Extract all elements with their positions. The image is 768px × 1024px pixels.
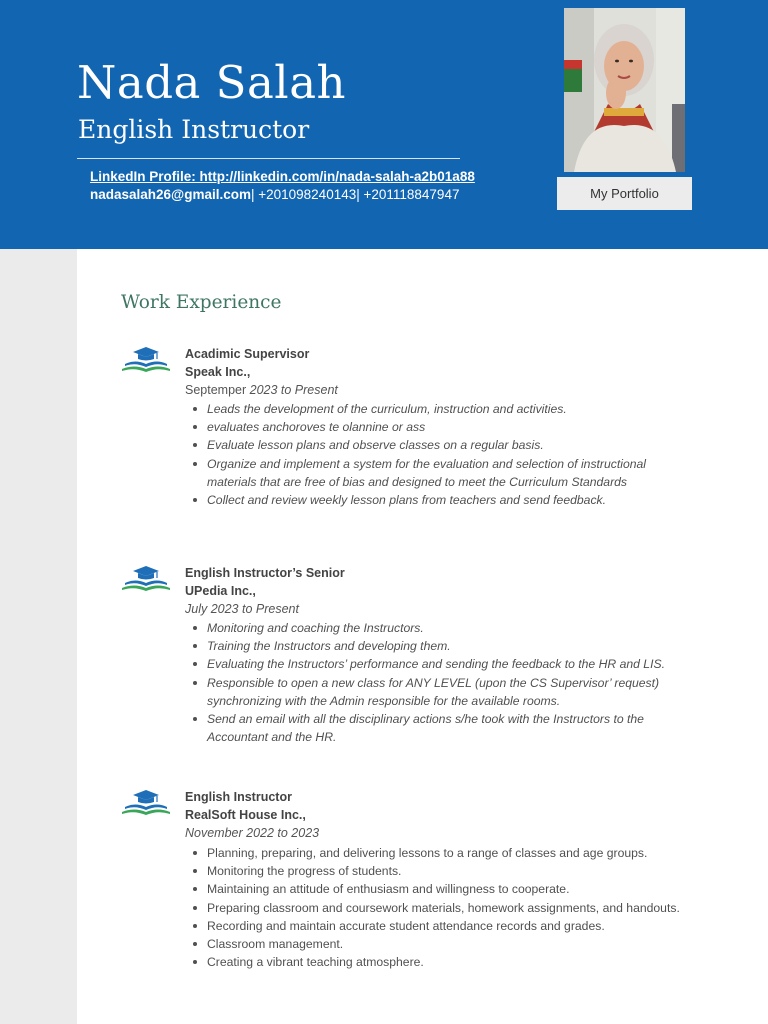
graduation-cap-books-icon: [121, 345, 171, 373]
linkedin-link[interactable]: LinkedIn Profile: http://linkedin.com/in/nada-salah-a2b01a88: [90, 169, 475, 184]
work-experience-heading: Work Experience: [121, 292, 282, 313]
job-details: [185, 564, 685, 746]
email-text: nadasalah26@gmail.com: [90, 187, 251, 202]
list-item: Collect and review weekly lesson plans from teachers and send feedback.: [185, 491, 685, 509]
company-name: RealSoft House Inc.,: [185, 808, 306, 822]
job-dates: [185, 381, 685, 399]
profile-photo: [564, 8, 685, 172]
contact-line: [90, 187, 459, 202]
list-item: Classroom management.: [185, 935, 685, 953]
job-details: [185, 788, 685, 971]
header-divider: [77, 158, 460, 159]
job-details: [185, 345, 685, 509]
portfolio-button[interactable]: My Portfolio: [557, 177, 692, 210]
list-item: Training the Instructors and developing them.: [185, 637, 685, 655]
list-item: Monitoring the progress of students.: [185, 862, 685, 880]
list-item: Preparing classroom and coursework materials, homework assignments, and handouts.: [185, 899, 685, 917]
phone-numbers: | +201098240143| +201118847947: [250, 187, 460, 202]
list-item: Responsible to open a new class for ANY LEVEL (upon the CS Supervisor’ request) synchronizing with the Admin responsible for the available rooms.: [185, 674, 685, 710]
list-item: Recording and maintain accurate student attendance records and grades.: [185, 917, 685, 935]
list-item: Evaluate lesson plans and observe classes on a regular basis.: [185, 436, 685, 454]
job-dates: July 2023 to Present: [185, 602, 299, 616]
list-item: evaluates anchoroves te olannine or ass: [185, 418, 685, 436]
job-dates-range: 2023 to Present: [249, 383, 338, 397]
list-item: Send an email with all the disciplinary actions s/he took with the Instructors to the Accountant and the HR.: [185, 710, 685, 746]
job-duties-list: [185, 400, 685, 509]
side-strip: [0, 249, 77, 1024]
job-dates-month: Septemper: [185, 383, 250, 397]
job-title: English Instructor’s Senior: [185, 566, 345, 580]
list-item: Planning, preparing, and delivering lessons to a range of classes and age groups.: [185, 844, 685, 862]
job-title: Acadimic Supervisor: [185, 347, 310, 361]
job-dates: November 2022 to 2023: [185, 826, 320, 840]
job-duties-list: [185, 619, 685, 746]
company-name: UPedia Inc.,: [185, 584, 256, 598]
graduation-cap-books-icon: [121, 564, 171, 592]
list-item: Leads the development of the curriculum, instruction and activities.: [185, 400, 685, 418]
list-item: Monitoring and coaching the Instructors.: [185, 619, 685, 637]
list-item: Evaluating the Instructors’ performance and sending the feedback to the HR and LIS.: [185, 655, 685, 673]
candidate-name: Nada Salah: [77, 56, 347, 109]
graduation-cap-books-icon: [121, 788, 171, 816]
job-title: English Instructor: [185, 790, 292, 804]
job-duties-list: [185, 844, 685, 971]
header-banner: [0, 0, 768, 249]
list-item: Organize and implement a system for the evaluation and selection of instructional materials that are free of bias and designed to meet the Curriculum Standards: [185, 455, 685, 491]
list-item: Maintaining an attitude of enthusiasm and willingness to cooperate.: [185, 880, 685, 898]
list-item: Creating a vibrant teaching atmosphere.: [185, 953, 685, 971]
candidate-role: English Instructor: [78, 115, 310, 144]
company-name: Speak Inc.,: [185, 365, 251, 379]
